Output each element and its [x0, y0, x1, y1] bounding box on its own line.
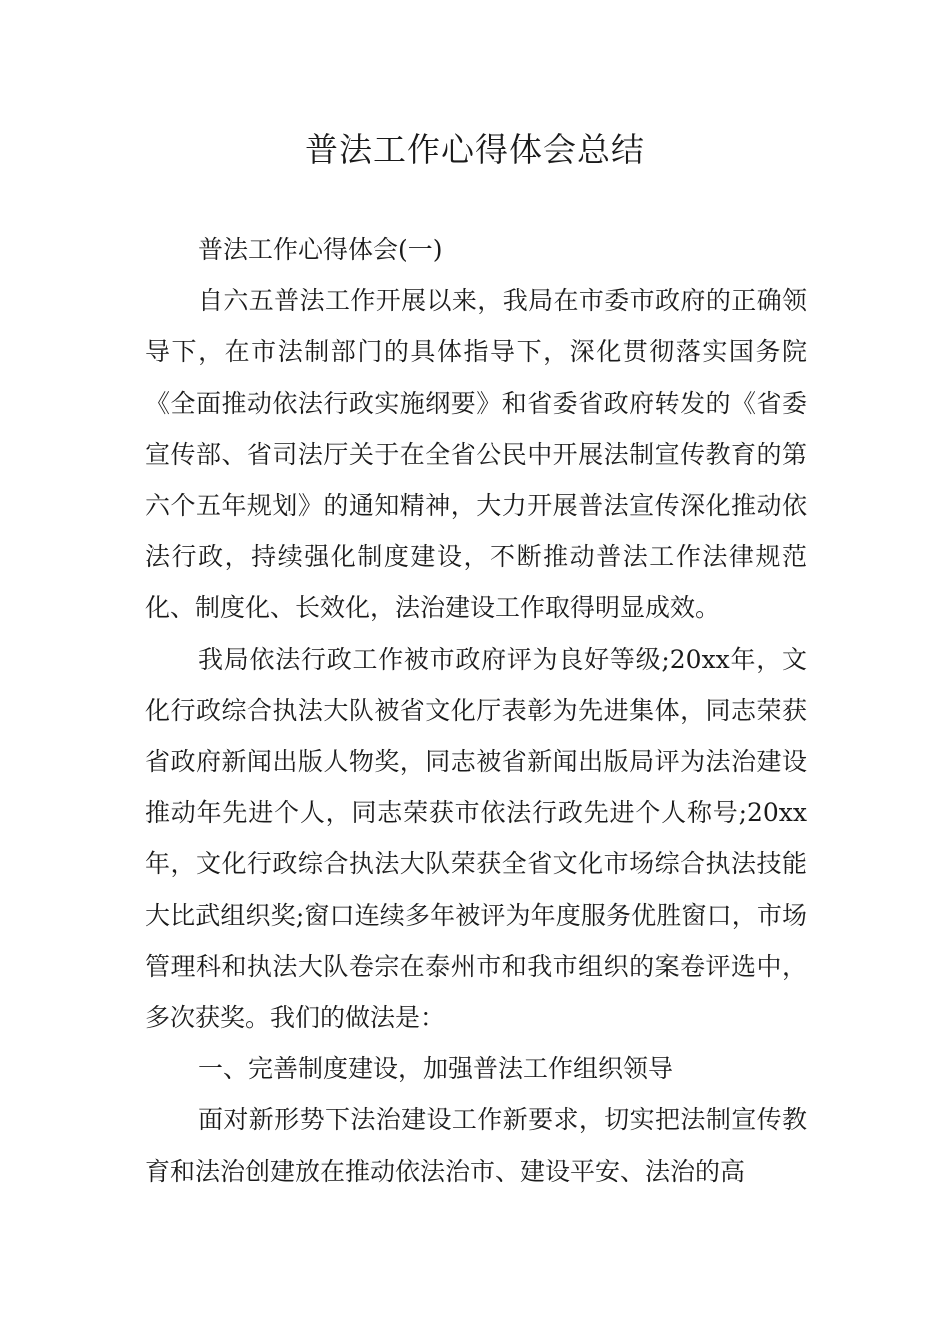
document-body: [145, 224, 807, 1197]
paragraph-section-1: 面对新形势下法治建设工作新要求，切实把法制宣传教育和法治创建放在推动依法治市、建设平安、法治的高: [145, 1105, 807, 1186]
section-subtitle: 普法工作心得体会(一): [198, 235, 443, 264]
section-heading-1: 一、完善制度建设，加强普法工作组织领导: [198, 1054, 674, 1084]
document-title: 普法工作心得体会总结: [305, 130, 645, 169]
paragraph-intro: 自六五普法工作开展以来，我局在市委市政府的正确领导下，在市法制部门的具体指导下，深化贯彻落实国务院《全面推动依法行政实施纲要》和省委省政府转发的《省委宣传部、省司法厅关于在全省公民中开展法制宣传教育的第六个五年规划》的通知精神，大力开展普法宣传深化推动依法行政，持续强化制度建设，不断推动普法工作法律规范化、制度化、长效化，法治建设工作取得明显成效。: [145, 286, 807, 623]
paragraph-achievements: 我局依法行政工作被市政府评为良好等级;20xx年，文化行政综合执法大队被省文化厅表彰为先进集体，同志荣获省政府新闻出版人物奖，同志被省新闻出版局评为法治建设推动年先进个人，同志荣获市依法行政先进个人称号;20xx年，文化行政综合执法大队荣获全省文化市场综合执法技能大比武组织奖;窗口连续多年被评为年度服务优胜窗口，市场管理科和执法大队卷宗在泰州市和我市组织的案卷评选中，多次获奖。我们的做法是：: [145, 644, 807, 1033]
